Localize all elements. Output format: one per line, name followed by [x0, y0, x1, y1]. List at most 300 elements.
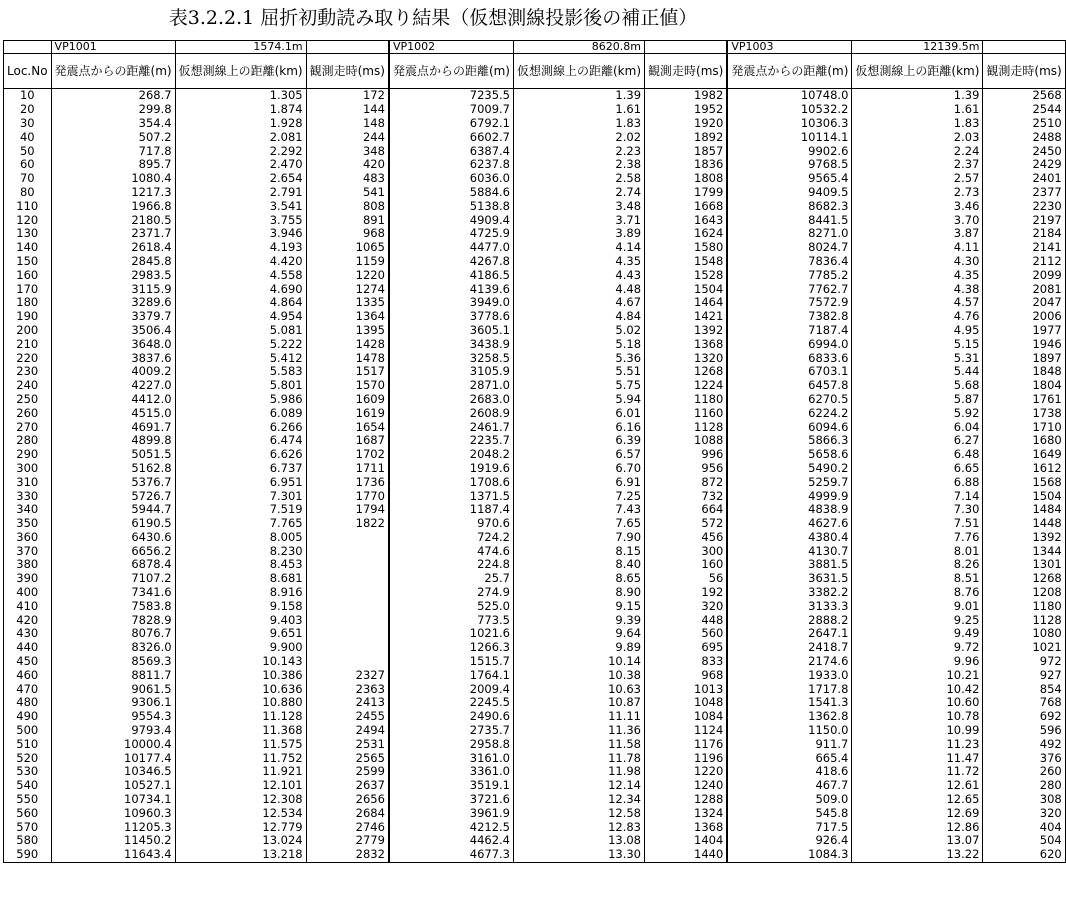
vp1001-travel-time: 2746	[306, 820, 388, 834]
vp1003-distance: 5866.3	[728, 434, 852, 448]
vp1002-travel-time: 1548	[645, 255, 727, 269]
loc-no: 220	[4, 351, 52, 365]
vp1002-distance: 3105.9	[389, 365, 513, 379]
vp1002-line-distance: 3.48	[514, 199, 645, 213]
vp1001-distance: 4515.0	[51, 406, 175, 420]
vp1001-travel-time: 1794	[306, 503, 388, 517]
loc-no: 340	[4, 503, 52, 517]
vp1002-distance: 2608.9	[389, 406, 513, 420]
loc-no: 580	[4, 834, 52, 848]
vp1001-travel-time: 148	[306, 117, 388, 131]
vp1001-line-distance: 2.791	[175, 186, 306, 200]
vp1003-line-distance: 11.72	[852, 765, 983, 779]
vp1002-line-distance: 7.43	[514, 503, 645, 517]
vp1002-line-distance: 4.67	[514, 296, 645, 310]
vp1001-line-distance: 8.916	[175, 586, 306, 600]
table-row	[4, 393, 1066, 407]
vp1003-line-distance: 6.88	[852, 475, 983, 489]
vp1003-distance: 9768.5	[728, 158, 852, 172]
vp1003-travel-time: 1738	[983, 406, 1065, 420]
table-row	[4, 627, 1066, 641]
table-row	[4, 365, 1066, 379]
vp1001-line-distance: 4.193	[175, 241, 306, 255]
loc-no: 450	[4, 655, 52, 669]
vp1001-distance: 6190.5	[51, 517, 175, 531]
vp1002-travel-time: 1392	[645, 324, 727, 338]
vp1003-travel-time: 596	[983, 724, 1065, 738]
vp1001-distance: 5162.8	[51, 462, 175, 476]
vp1003-travel-time: 1268	[983, 572, 1065, 586]
vp1002-line-distance: 11.98	[514, 765, 645, 779]
vp1001-distance: 717.8	[51, 144, 175, 158]
vp1002-line-distance: 1.61	[514, 103, 645, 117]
vp1001-line-distance: 4.864	[175, 296, 306, 310]
vp1003-travel-time: 620	[983, 848, 1065, 862]
table-row	[4, 489, 1066, 503]
vp1003-line-distance: 6.04	[852, 420, 983, 434]
vp1002-line-distance: 5.18	[514, 337, 645, 351]
vp1001-line-distance: 5.412	[175, 351, 306, 365]
vp1003-distance: 467.7	[728, 779, 852, 793]
vp1001-line-distance: 4.954	[175, 310, 306, 324]
vp1003-travel-time: 1344	[983, 544, 1065, 558]
vp1001-travel-time: 1711	[306, 462, 388, 476]
vp1002-distance: 773.5	[389, 613, 513, 627]
vp-name: VP1002	[389, 41, 513, 54]
vp1003-distance: 6224.2	[728, 406, 852, 420]
table-row	[4, 448, 1066, 462]
vp1001-travel-time: 2684	[306, 806, 388, 820]
vp1002-line-distance: 9.15	[514, 599, 645, 613]
distance-line-header: 仮想測線上の距離(km)	[514, 54, 645, 89]
loc-no: 80	[4, 186, 52, 200]
vp1003-distance: 6703.1	[728, 365, 852, 379]
vp1003-line-distance: 5.44	[852, 365, 983, 379]
vp1002-distance: 4267.8	[389, 255, 513, 269]
table-row	[4, 227, 1066, 241]
vp1002-distance: 1187.4	[389, 503, 513, 517]
vp1002-travel-time: 1224	[645, 379, 727, 393]
vp1001-line-distance: 8.230	[175, 544, 306, 558]
vp1001-distance: 8811.7	[51, 668, 175, 682]
loc-no: 260	[4, 406, 52, 420]
table-row	[4, 144, 1066, 158]
vp1002-distance: 724.2	[389, 531, 513, 545]
vp1003-line-distance: 1.39	[852, 89, 983, 103]
vp1001-line-distance: 6.737	[175, 462, 306, 476]
vp-name: VP1001	[51, 41, 175, 54]
table-row	[4, 599, 1066, 613]
vp1001-line-distance: 2.654	[175, 172, 306, 186]
vp1003-distance: 1933.0	[728, 668, 852, 682]
vp1002-line-distance: 2.38	[514, 158, 645, 172]
vp1001-travel-time: 1220	[306, 268, 388, 282]
table-row	[4, 379, 1066, 393]
vp1002-distance: 3361.0	[389, 765, 513, 779]
vp1002-distance: 6602.7	[389, 130, 513, 144]
vp1003-travel-time: 2099	[983, 268, 1065, 282]
vp1002-line-distance: 4.84	[514, 310, 645, 324]
vp1001-distance: 11643.4	[51, 848, 175, 862]
vp1003-line-distance: 2.37	[852, 158, 983, 172]
loc-no: 230	[4, 365, 52, 379]
vp1003-distance: 8024.7	[728, 241, 852, 255]
vp1001-distance: 268.7	[51, 89, 175, 103]
vp1003-distance: 545.8	[728, 806, 852, 820]
vp1003-line-distance: 10.21	[852, 668, 983, 682]
vp1001-distance: 5944.7	[51, 503, 175, 517]
vp1002-distance: 1708.6	[389, 475, 513, 489]
vp1003-travel-time: 260	[983, 765, 1065, 779]
vp1001-travel-time: 1619	[306, 406, 388, 420]
vp1003-distance: 6833.6	[728, 351, 852, 365]
vp1001-travel-time: 2327	[306, 668, 388, 682]
vp1003-travel-time: 280	[983, 779, 1065, 793]
vp1003-line-distance: 5.87	[852, 393, 983, 407]
vp1002-line-distance: 10.63	[514, 682, 645, 696]
vp1001-distance: 6656.2	[51, 544, 175, 558]
vp1002-distance: 970.6	[389, 517, 513, 531]
table-row	[4, 282, 1066, 296]
vp1002-travel-time: 1464	[645, 296, 727, 310]
vp1003-travel-time: 1448	[983, 517, 1065, 531]
vp1003-line-distance: 3.87	[852, 227, 983, 241]
vp1002-travel-time: 1836	[645, 158, 727, 172]
vp1003-travel-time: 1804	[983, 379, 1065, 393]
vp1002-line-distance: 3.89	[514, 227, 645, 241]
vp1001-line-distance: 9.900	[175, 641, 306, 655]
vp1001-travel-time: 891	[306, 213, 388, 227]
vp1002-line-distance: 10.38	[514, 668, 645, 682]
loc-no: 400	[4, 586, 52, 600]
vp1002-line-distance: 11.78	[514, 751, 645, 765]
vp1001-line-distance: 1.305	[175, 89, 306, 103]
vp1003-distance: 3881.5	[728, 558, 852, 572]
table-row	[4, 710, 1066, 724]
vp1003-line-distance: 5.15	[852, 337, 983, 351]
vp1003-travel-time: 1208	[983, 586, 1065, 600]
vp1001-distance: 3506.4	[51, 324, 175, 338]
vp1003-distance: 3631.5	[728, 572, 852, 586]
vp1003-distance: 7762.7	[728, 282, 852, 296]
vp1003-line-distance: 3.46	[852, 199, 983, 213]
vp1002-travel-time: 1892	[645, 130, 727, 144]
vp1001-travel-time	[306, 627, 388, 641]
vp1001-travel-time: 1478	[306, 351, 388, 365]
vp1003-distance: 6270.5	[728, 393, 852, 407]
table-row	[4, 779, 1066, 793]
loc-no: 200	[4, 324, 52, 338]
vp1003-distance: 2647.1	[728, 627, 852, 641]
vp1002-line-distance: 6.91	[514, 475, 645, 489]
vp1003-line-distance: 8.76	[852, 586, 983, 600]
table-row	[4, 351, 1066, 365]
vp1001-travel-time: 1159	[306, 255, 388, 269]
vp1002-travel-time: 1808	[645, 172, 727, 186]
vp1002-line-distance: 7.90	[514, 531, 645, 545]
vp1003-distance: 509.0	[728, 793, 852, 807]
table-row	[4, 434, 1066, 448]
vp1003-distance: 4627.6	[728, 517, 852, 531]
vp1001-line-distance: 6.266	[175, 420, 306, 434]
table-row	[4, 682, 1066, 696]
vp1003-travel-time: 1568	[983, 475, 1065, 489]
loc-no: 300	[4, 462, 52, 476]
vp1002-travel-time: 320	[645, 599, 727, 613]
vp1001-travel-time: 1736	[306, 475, 388, 489]
vp1001-line-distance: 8.453	[175, 558, 306, 572]
vp1003-line-distance: 12.69	[852, 806, 983, 820]
vp-name: VP1003	[728, 41, 852, 54]
vp1003-line-distance: 1.61	[852, 103, 983, 117]
vp1003-distance: 9409.5	[728, 186, 852, 200]
vp1001-travel-time: 2779	[306, 834, 388, 848]
vp1003-travel-time: 692	[983, 710, 1065, 724]
vp1002-distance: 2009.4	[389, 682, 513, 696]
vp1002-distance: 4212.5	[389, 820, 513, 834]
vp1003-line-distance: 10.42	[852, 682, 983, 696]
loc-no: 490	[4, 710, 52, 724]
loc-no: 290	[4, 448, 52, 462]
vp1001-travel-time: 172	[306, 89, 388, 103]
vp1003-distance: 4380.4	[728, 531, 852, 545]
loc-no: 130	[4, 227, 52, 241]
vp1002-line-distance: 1.83	[514, 117, 645, 131]
vp1002-line-distance: 6.70	[514, 462, 645, 476]
vp1003-line-distance: 4.35	[852, 268, 983, 282]
table-row	[4, 517, 1066, 531]
vp1002-line-distance: 7.25	[514, 489, 645, 503]
vp1003-line-distance: 7.51	[852, 517, 983, 531]
vp1003-line-distance: 11.47	[852, 751, 983, 765]
vp1003-line-distance: 12.86	[852, 820, 983, 834]
vp1003-line-distance: 9.96	[852, 655, 983, 669]
vp1003-line-distance: 7.30	[852, 503, 983, 517]
vp1001-line-distance: 4.558	[175, 268, 306, 282]
vp1001-distance: 3648.0	[51, 337, 175, 351]
vp1003-line-distance: 4.95	[852, 324, 983, 338]
vp1002-travel-time: 732	[645, 489, 727, 503]
vp1003-line-distance: 2.73	[852, 186, 983, 200]
vp1001-line-distance: 3.946	[175, 227, 306, 241]
vp1002-line-distance: 6.57	[514, 448, 645, 462]
vp1001-line-distance: 7.519	[175, 503, 306, 517]
vp1003-travel-time: 1761	[983, 393, 1065, 407]
vp1001-distance: 299.8	[51, 103, 175, 117]
vp1001-distance: 5051.5	[51, 448, 175, 462]
column-header-row	[4, 54, 1066, 89]
vp1003-travel-time: 2184	[983, 227, 1065, 241]
table-row	[4, 310, 1066, 324]
vp1001-distance: 1217.3	[51, 186, 175, 200]
table-row	[4, 544, 1066, 558]
vp1002-distance: 5884.6	[389, 186, 513, 200]
vp1002-travel-time: 956	[645, 462, 727, 476]
vp1002-travel-time: 1240	[645, 779, 727, 793]
vp1002-distance: 3519.1	[389, 779, 513, 793]
vp1001-travel-time: 2565	[306, 751, 388, 765]
vp1003-travel-time: 1504	[983, 489, 1065, 503]
vp1001-line-distance: 2.292	[175, 144, 306, 158]
vp1002-line-distance: 12.34	[514, 793, 645, 807]
loc-no: 470	[4, 682, 52, 696]
vp1001-line-distance: 10.143	[175, 655, 306, 669]
loc-no: 350	[4, 517, 52, 531]
loc-no: 410	[4, 599, 52, 613]
vp1003-travel-time: 972	[983, 655, 1065, 669]
vp1001-distance: 10960.3	[51, 806, 175, 820]
vp1001-line-distance: 11.575	[175, 737, 306, 751]
table-row	[4, 213, 1066, 227]
table-title: 表3.2.2.1 屈折初動読み取り結果（仮想測線投影後の補正値）	[168, 7, 698, 29]
vp1002-travel-time: 456	[645, 531, 727, 545]
vp1002-travel-time: 1624	[645, 227, 727, 241]
loc-no: 480	[4, 696, 52, 710]
vp1002-distance: 4477.0	[389, 241, 513, 255]
loc-header: Loc.No	[4, 54, 52, 89]
vp1003-travel-time: 1848	[983, 365, 1065, 379]
vp1001-line-distance: 12.101	[175, 779, 306, 793]
vp1003-distance: 4130.7	[728, 544, 852, 558]
vp1002-distance: 3438.9	[389, 337, 513, 351]
vp1001-travel-time: 2494	[306, 724, 388, 738]
vp1001-travel-time: 1364	[306, 310, 388, 324]
vp1002-travel-time: 695	[645, 641, 727, 655]
vp1002-line-distance: 13.30	[514, 848, 645, 862]
loc-no: 420	[4, 613, 52, 627]
loc-no: 560	[4, 806, 52, 820]
vp1001-travel-time: 1702	[306, 448, 388, 462]
vp1002-line-distance: 4.14	[514, 241, 645, 255]
vp1001-distance: 5376.7	[51, 475, 175, 489]
vp1002-line-distance: 13.08	[514, 834, 645, 848]
vp1003-travel-time: 1080	[983, 627, 1065, 641]
vp1003-travel-time: 2006	[983, 310, 1065, 324]
loc-no: 120	[4, 213, 52, 227]
vp-header-row	[4, 41, 1066, 54]
vp1002-distance: 4186.5	[389, 268, 513, 282]
vp1001-line-distance: 5.583	[175, 365, 306, 379]
vp1002-distance: 4139.6	[389, 282, 513, 296]
loc-no: 280	[4, 434, 52, 448]
vp1002-travel-time: 1528	[645, 268, 727, 282]
loc-no: 530	[4, 765, 52, 779]
vp1001-line-distance: 11.921	[175, 765, 306, 779]
vp1003-travel-time: 1649	[983, 448, 1065, 462]
vp1001-travel-time: 2455	[306, 710, 388, 724]
vp1001-travel-time	[306, 531, 388, 545]
vp1001-travel-time	[306, 558, 388, 572]
vp1002-distance: 2871.0	[389, 379, 513, 393]
vp1001-distance: 8569.3	[51, 655, 175, 669]
vp1002-line-distance: 10.14	[514, 655, 645, 669]
vp1002-travel-time: 1920	[645, 117, 727, 131]
distance-src-header: 発震点からの距離(m)	[728, 54, 852, 89]
vp1003-distance: 2418.7	[728, 641, 852, 655]
vp1001-line-distance: 11.368	[175, 724, 306, 738]
table-row	[4, 531, 1066, 545]
vp1002-line-distance: 2.23	[514, 144, 645, 158]
vp1002-travel-time: 1404	[645, 834, 727, 848]
vp1002-travel-time: 1952	[645, 103, 727, 117]
vp1003-travel-time: 1897	[983, 351, 1065, 365]
vp1003-line-distance: 8.26	[852, 558, 983, 572]
vp1002-distance: 2461.7	[389, 420, 513, 434]
vp1003-travel-time: 492	[983, 737, 1065, 751]
vp1002-travel-time: 1013	[645, 682, 727, 696]
vp1002-distance: 3778.6	[389, 310, 513, 324]
vp1003-distance: 10114.1	[728, 130, 852, 144]
vp1002-distance: 1371.5	[389, 489, 513, 503]
table-row	[4, 613, 1066, 627]
vp1001-line-distance: 10.386	[175, 668, 306, 682]
vp1002-travel-time: 1320	[645, 351, 727, 365]
table-row	[4, 586, 1066, 600]
vp1002-line-distance: 4.48	[514, 282, 645, 296]
table-row	[4, 268, 1066, 282]
vp1003-travel-time: 1680	[983, 434, 1065, 448]
vp1002-travel-time: 1368	[645, 337, 727, 351]
vp1001-line-distance: 8.681	[175, 572, 306, 586]
table-row	[4, 103, 1066, 117]
vp1002-travel-time: 1084	[645, 710, 727, 724]
vp1002-travel-time: 1124	[645, 724, 727, 738]
vp1003-line-distance: 4.38	[852, 282, 983, 296]
vp1003-distance: 926.4	[728, 834, 852, 848]
table-row	[4, 751, 1066, 765]
vp1001-line-distance: 9.403	[175, 613, 306, 627]
distance-src-header: 発震点からの距離(m)	[51, 54, 175, 89]
vp1003-line-distance: 7.14	[852, 489, 983, 503]
vp1003-line-distance: 6.48	[852, 448, 983, 462]
vp1003-line-distance: 3.70	[852, 213, 983, 227]
vp1001-distance: 9793.4	[51, 724, 175, 738]
vp1003-line-distance: 10.60	[852, 696, 983, 710]
vp1001-line-distance: 5.081	[175, 324, 306, 338]
vp1001-travel-time: 2637	[306, 779, 388, 793]
vp1001-line-distance: 7.301	[175, 489, 306, 503]
vp1002-line-distance: 8.65	[514, 572, 645, 586]
vp1002-distance: 1764.1	[389, 668, 513, 682]
vp1003-distance: 2888.2	[728, 613, 852, 627]
vp1002-travel-time: 1268	[645, 365, 727, 379]
vp1002-travel-time: 1088	[645, 434, 727, 448]
vp1002-line-distance: 11.11	[514, 710, 645, 724]
vp1001-line-distance: 9.158	[175, 599, 306, 613]
vp1002-travel-time: 1220	[645, 765, 727, 779]
vp1003-distance: 10748.0	[728, 89, 852, 103]
vp1003-travel-time: 376	[983, 751, 1065, 765]
vp1002-line-distance: 12.58	[514, 806, 645, 820]
vp1003-travel-time: 854	[983, 682, 1065, 696]
vp1002-distance: 274.9	[389, 586, 513, 600]
vp1002-line-distance: 5.94	[514, 393, 645, 407]
vp1001-line-distance: 4.420	[175, 255, 306, 269]
loc-no: 310	[4, 475, 52, 489]
vp1002-travel-time: 192	[645, 586, 727, 600]
vp1002-travel-time: 664	[645, 503, 727, 517]
vp1002-distance: 1021.6	[389, 627, 513, 641]
table-row	[4, 186, 1066, 200]
vp1003-distance: 8682.3	[728, 199, 852, 213]
vp1003-travel-time: 2450	[983, 144, 1065, 158]
vp1001-line-distance: 6.474	[175, 434, 306, 448]
vp1002-line-distance: 2.02	[514, 130, 645, 144]
vp-offset: 8620.8m	[514, 41, 645, 54]
vp1001-distance: 4412.0	[51, 393, 175, 407]
vp1001-distance: 10000.4	[51, 737, 175, 751]
vp1001-distance: 7341.6	[51, 586, 175, 600]
